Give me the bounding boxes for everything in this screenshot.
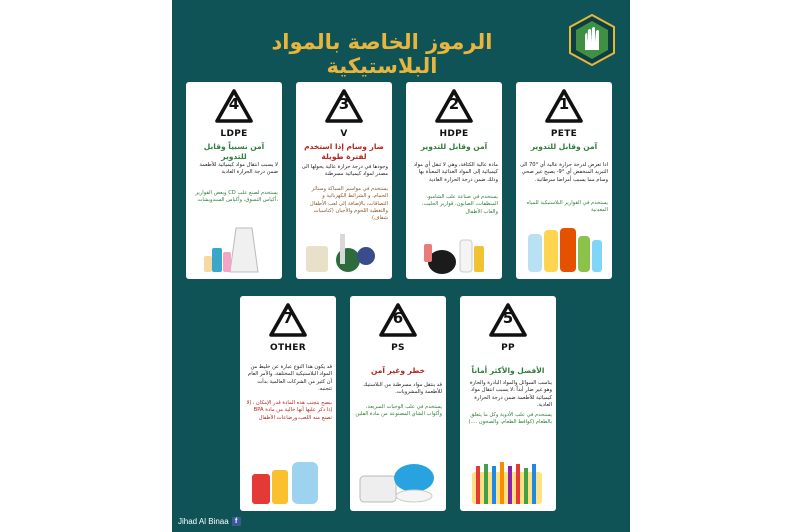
resin-uses: ينصح بتجنب هذه المادة قدر الإمكان ، إلا إذا ذكر عليها أنها خالية من مادة BPA تصنع منه اللعب،ورضاعات الأطفال — [246, 400, 332, 421]
resin-uses: يستخدم في مواسير السباكة وستائر الحمام، و الشرائط الكهربائية و التصاقات، بالإضافة إلى لعب الأطفال والتغطية اللحوم والأجبان (كناسيات شفاف) — [309, 186, 388, 222]
product-image-water-bottles — [522, 220, 606, 275]
resin-code: LDPE — [220, 129, 248, 139]
resin-code: V — [340, 129, 348, 139]
product-image-straws-cups — [466, 452, 550, 507]
resin-number: 2 — [448, 95, 460, 113]
recycling-card-pete — [516, 82, 612, 279]
resin-number: 3 — [338, 95, 350, 113]
resin-code: PETE — [550, 129, 578, 139]
resin-description: قد يكون هذا النوع عبارة عن خليط من المواد البلاستيكية المختلفة، والأمر العام أن كثير من الشركات العالمية بدأت تتجنبه. — [247, 364, 332, 392]
resin-uses: يستخدم في صناعة علب الشامبو، المنظفات، الصابون، قوارير الحليب، والعاب الأطفال — [421, 194, 498, 215]
resin-uses: يستخدم في علب الأدوية وكل ما يتعلق بالطعام (كواقط الطعام، والصحون ....) — [468, 412, 552, 426]
recycling-card-other — [240, 296, 336, 511]
resin-number: 6 — [392, 309, 404, 327]
recycling-card-ldpe — [186, 82, 282, 279]
resin-code: PP — [501, 343, 515, 353]
resin-number: 4 — [228, 95, 240, 113]
resin-description: مادة عالية الكثافة، وهي لا تنقل أي مواد كيميائية إلى المواد الغذائية المعبأة بها وذلك ضمن درجة الحرارة العادية — [413, 162, 498, 183]
resin-description: وجودها في درجة حرارة عالية يحولها الى مصدر لمواد كيميائية مسرطنة — [301, 164, 388, 178]
resin-number: 1 — [558, 95, 570, 113]
resin-code: PS — [391, 343, 405, 353]
safety-heading: ضار وسام إذا استخدم لفترة طويلة — [304, 142, 384, 161]
recycling-card-v — [296, 82, 392, 279]
resin-uses: يستخدم لصنع علب CD وبعض القوارير ،أكياس التسوق، وأكياس السندويشات — [195, 190, 278, 204]
resin-description: يناسب السوائل والمواد البادرة والحارة وهو غير ضار أبداً ،لا يسبب انتقال مواد كيميائية للأطعمة ضمن درجة الحرارة العادية. — [469, 380, 552, 408]
resin-description: اذا تعرض لدرجة حرارة عالية أي °70 الى التبريد المنخفض أي °9- يصبح غير صحي وسام مما يسبب أمراضا سرطانية. — [519, 162, 608, 183]
recycling-card-ps — [350, 296, 446, 511]
product-image-bags-containers — [192, 220, 276, 275]
safety-heading: الأفضل والأكثر أماناً — [471, 366, 545, 375]
footer-text: Jihad Al Binaa — [178, 516, 229, 526]
resin-description: لا يسبب انتقال مواد كيميائية للأطعمة ضمن درجة الحرارة العادية — [199, 162, 278, 176]
page-footer — [178, 517, 241, 526]
poster-title: الرموز الخاصة بالمواد البلاستيكية — [271, 30, 493, 78]
resin-number: 5 — [502, 309, 514, 327]
resin-number: 7 — [282, 309, 294, 327]
product-image-bottles-bags — [412, 220, 496, 275]
poster — [172, 0, 630, 532]
safety-heading: آمن نسبياً وقابل للتدوير — [203, 142, 265, 161]
recycling-card-pp — [460, 296, 556, 511]
resin-code: OTHER — [270, 343, 306, 353]
recycling-card-hdpe — [406, 82, 502, 279]
facebook-icon: f — [232, 517, 241, 526]
safety-heading: خطر وغير آمن — [370, 366, 426, 375]
safety-heading: آمن وقابل للتدوير — [530, 142, 598, 151]
resin-uses: يستخدم في علب الوجبات السريعة، وأكواب الشاي المصنوعة من مادة الفلين — [355, 404, 442, 418]
product-image-water-jugs — [246, 452, 330, 507]
resin-description: قد ينتقل مواد مسرطنة من البلاستيك للأطعمة والمشروبات. — [363, 382, 442, 396]
organization-logo — [568, 14, 616, 66]
product-image-foam-containers — [356, 452, 440, 507]
safety-heading: آمن وقابل للتدوير — [420, 142, 488, 151]
resin-code: HDPE — [439, 129, 469, 139]
resin-uses: يستخدم في القوارير البلاستيكية للمياه المعدنية — [526, 200, 608, 214]
product-image-pipes-toys — [302, 220, 386, 275]
